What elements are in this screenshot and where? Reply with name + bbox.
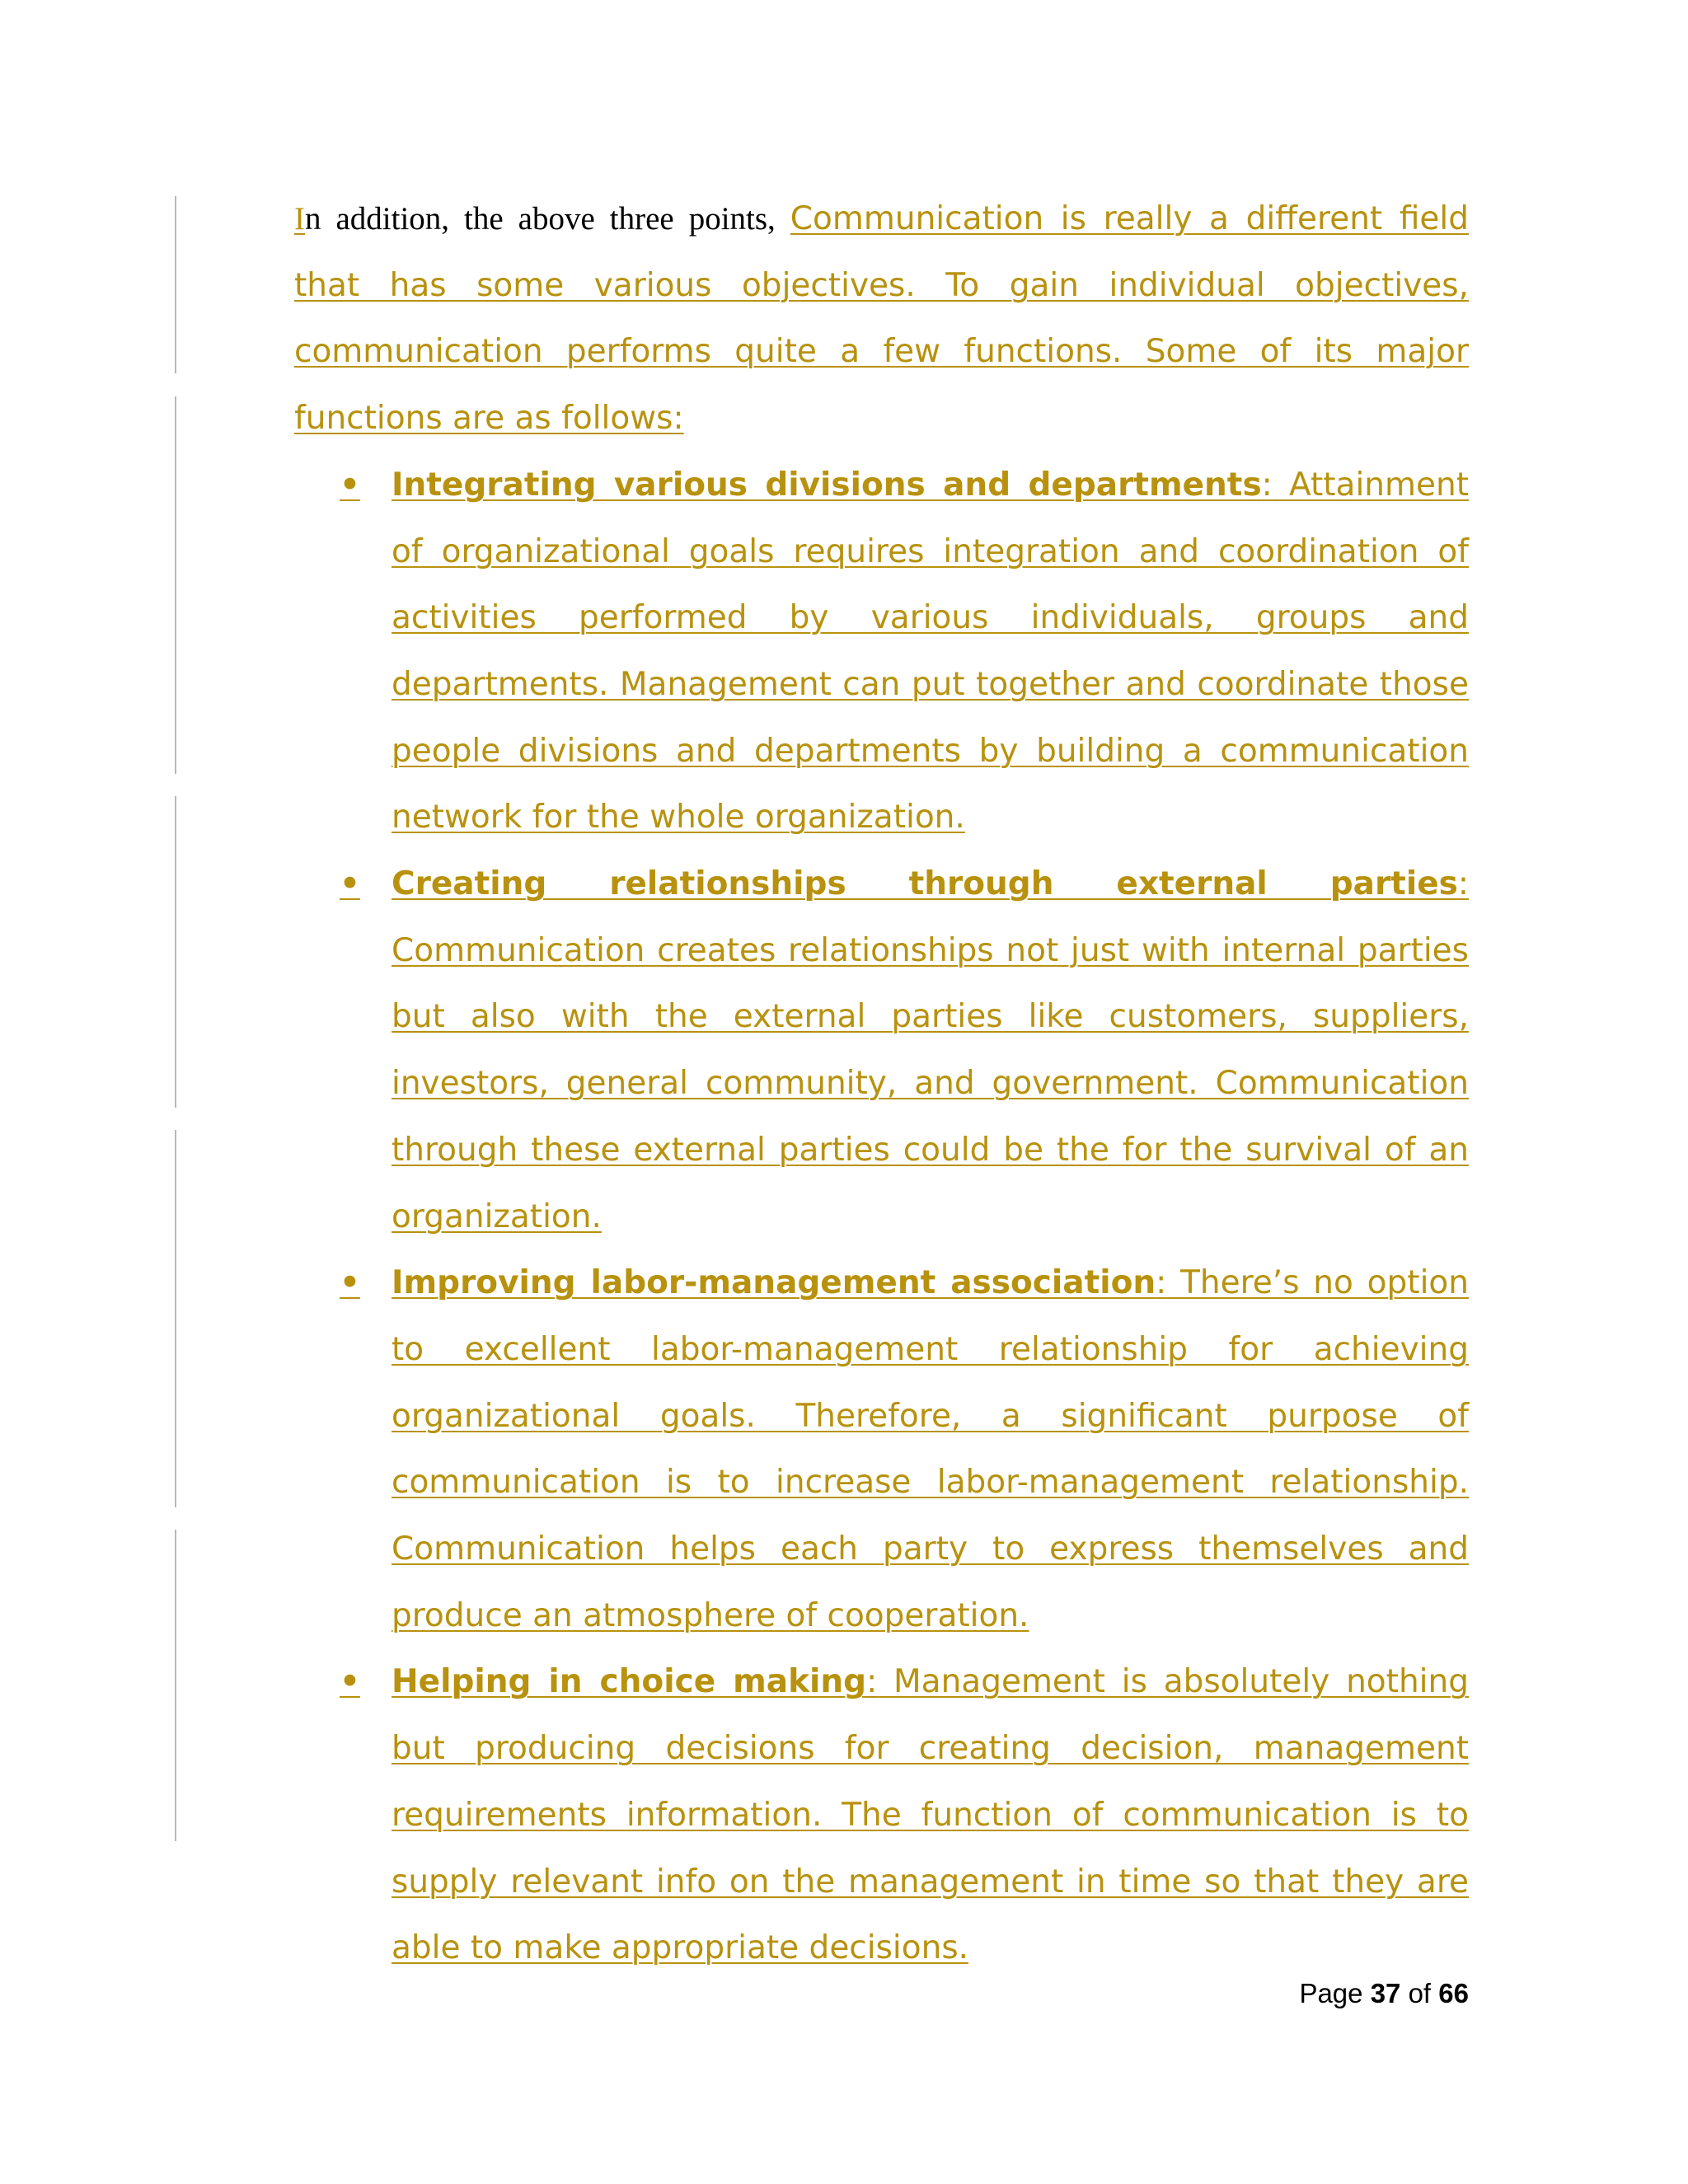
list-item-heading: Helping in choice making xyxy=(392,1663,867,1701)
change-bar-item-3 xyxy=(175,1130,176,1507)
page-word: Page xyxy=(1299,1978,1363,2008)
list-item-text: There’s no option to excellent labor-management relationship for achieving organizational goals. Therefore, a significant purpose of communication is to increase labor-management relationship. Communication helps each party to express themselves and produce an atmosphere of cooperation. xyxy=(392,1264,1470,1634)
intro-paragraph xyxy=(294,186,1469,452)
list-item xyxy=(294,1250,1469,1649)
intro-lead-text: n addition, the above three points, xyxy=(305,201,790,237)
list-item-text: Management is absolutely nothing but producing decisions for creating decision, management requirements information. The function of communication is to supply relevant info on the management in time so that they are able to make appropriate decisions. xyxy=(392,1663,1469,1967)
intro-body-text: Communication is really a different field that has some various objectives. To gain individual objectives, communication performs quite a few functions. Some of its major functions are as follows: xyxy=(294,200,1469,438)
list-item-heading: Integrating various divisions and departments xyxy=(392,466,1262,504)
list-item xyxy=(294,452,1469,851)
change-bar-item-1 xyxy=(175,396,176,774)
list-item-separator: : xyxy=(1457,865,1469,903)
list-item xyxy=(294,1649,1469,1982)
change-bar-intro xyxy=(175,196,176,373)
bullet-icon: • xyxy=(340,466,360,504)
change-bar-item-2 xyxy=(175,796,176,1108)
document-body xyxy=(294,186,1469,1982)
list-item-heading: Creating relationships through external parties xyxy=(392,865,1458,903)
bullet-icon: • xyxy=(340,865,360,903)
list-item-separator: : xyxy=(1261,466,1273,504)
list-item-heading: Improving labor-management association xyxy=(392,1264,1156,1302)
intro-lead-letter: I xyxy=(294,201,305,237)
list-item-separator: : xyxy=(1156,1264,1167,1302)
page-number-footer xyxy=(1299,1978,1469,2009)
list-item xyxy=(294,851,1469,1250)
list-item-text: Attainment of organizational goals requires integration and coordination of activities performed by various individuals, groups and departments. Management can put together and coordinate those people divisions and departments by building a communication network for the whole organization. xyxy=(392,466,1469,837)
list-item-separator: : xyxy=(866,1663,878,1701)
bullet-icon: • xyxy=(340,1264,360,1302)
of-word: of xyxy=(1408,1978,1432,2008)
bullet-icon: • xyxy=(340,1663,360,1701)
change-bar-item-4 xyxy=(175,1530,176,1841)
list-item-text: Communication creates relationships not just with internal parties but also with the external parties like customers, suppliers, investors, general community, and government. Communication through these external parties could be the for the survival of an organization. xyxy=(392,931,1469,1235)
current-page-number: 37 xyxy=(1370,1978,1401,2008)
functions-list xyxy=(294,452,1469,1982)
total-pages-number: 66 xyxy=(1438,1978,1469,2008)
